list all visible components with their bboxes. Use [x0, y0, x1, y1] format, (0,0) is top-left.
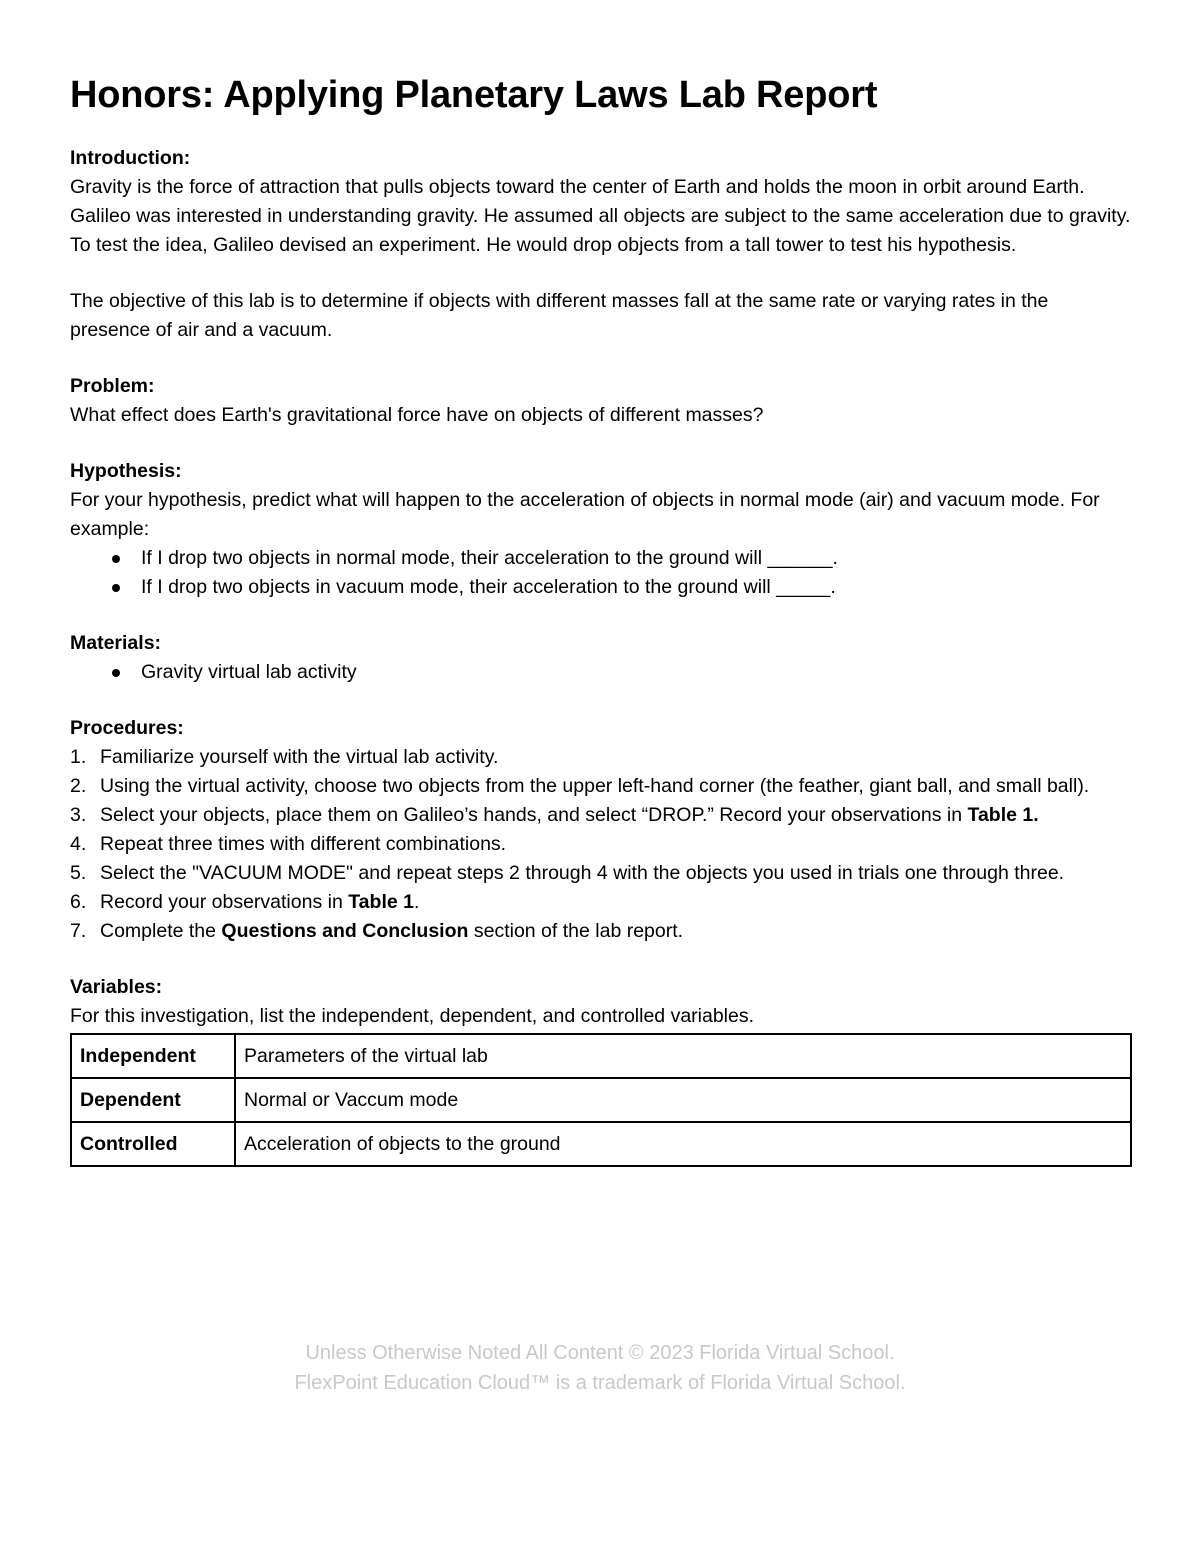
step-number: 1.: [70, 746, 87, 768]
step-text: Using the virtual activity, choose two objects from the upper left-hand corner (the feather, giant ball, and small ball).: [100, 775, 1090, 797]
procedure-step: [70, 772, 1132, 801]
step-number: 3.: [70, 804, 87, 826]
hypothesis-list: [70, 544, 1132, 602]
page-title: Honors: Applying Planetary Laws Lab Report: [70, 74, 878, 116]
step-text: Familiarize yourself with the virtual lab activity.: [100, 746, 499, 768]
table-row: [71, 1122, 1131, 1166]
variable-value: Parameters of the virtual lab: [235, 1034, 1131, 1078]
procedure-step: [70, 801, 1132, 830]
variable-label: Independent: [71, 1034, 235, 1078]
materials-list: [70, 658, 1132, 687]
step-text-end: section of the lab report.: [468, 920, 684, 942]
step-text-end: .: [413, 891, 420, 913]
table-row: [71, 1034, 1131, 1078]
problem-heading: Problem:: [70, 375, 155, 397]
introduction-paragraph: Gravity is the force of attraction that pulls objects toward the center of Earth and holds the moon in orbit around Earth. Galileo was interested in understanding gravity. He assumed all objects are subject to the same acceleration due to gravity. To test the idea, Galileo devised an experiment. He would drop objects from a tall tower to test his hypothesis.: [70, 176, 1131, 256]
procedure-step: [70, 859, 1132, 888]
step-text: Select the "VACUUM MODE" and repeat steps 2 through 4 with the objects you used in trials one through three.: [100, 862, 1065, 884]
variable-value: Acceleration of objects to the ground: [235, 1122, 1131, 1166]
variable-value: Normal or Vaccum mode: [235, 1078, 1131, 1122]
list-item: Gravity virtual lab activity: [70, 658, 1132, 687]
step-text: Record your observations in: [100, 891, 349, 913]
trademark-text: FlexPoint Education Cloud™ is a trademark of Florida Virtual School.: [294, 1372, 906, 1394]
introduction-heading: Introduction:: [70, 147, 191, 169]
variable-label: Controlled: [71, 1122, 235, 1166]
step-number: 4.: [70, 833, 87, 855]
step-number: 6.: [70, 891, 87, 913]
step-bold-text: Table 1: [348, 891, 414, 913]
step-number: 7.: [70, 920, 87, 942]
copyright-text: Unless Otherwise Noted All Content © 2023 Florida Virtual School.: [305, 1342, 895, 1364]
procedures-heading: Procedures:: [70, 717, 184, 739]
step-bold-text: Questions and Conclusion: [221, 920, 469, 942]
step-number: 2.: [70, 775, 87, 797]
procedures-list: [70, 743, 1132, 946]
step-number: 5.: [70, 862, 87, 884]
procedure-step: [70, 743, 1132, 772]
table-row: [71, 1078, 1131, 1122]
problem-text: What effect does Earth's gravitational force have on objects of different masses?: [70, 404, 764, 426]
hypothesis-heading: Hypothesis:: [70, 460, 182, 482]
step-bold-text: Table 1.: [967, 804, 1039, 826]
step-text: Complete the: [100, 920, 222, 942]
procedure-step: [70, 830, 1132, 859]
footer: [0, 1338, 1200, 1398]
procedure-step: [70, 917, 1132, 946]
variables-text: For this investigation, list the independent, dependent, and controlled variables.: [70, 1005, 755, 1027]
materials-heading: Materials:: [70, 632, 162, 654]
list-item: If I drop two objects in vacuum mode, their acceleration to the ground will _____.: [70, 573, 1132, 602]
hypothesis-text: For your hypothesis, predict what will happen to the acceleration of objects in normal mode (air) and vacuum mode. For example:: [70, 489, 1100, 540]
step-text: Select your objects, place them on Galileo’s hands, and select “DROP.” Record your observations in: [100, 804, 968, 826]
list-item: If I drop two objects in normal mode, their acceleration to the ground will ______.: [70, 544, 1132, 573]
objective-paragraph: The objective of this lab is to determine if objects with different masses fall at the same rate or varying rates in the presence of air and a vacuum.: [70, 290, 1049, 341]
variables-table: [70, 1033, 1132, 1167]
procedure-step: [70, 888, 1132, 917]
step-text: Repeat three times with different combinations.: [100, 833, 507, 855]
variables-heading: Variables:: [70, 976, 163, 998]
document-page: [70, 70, 1132, 1167]
variable-label: Dependent: [71, 1078, 235, 1122]
